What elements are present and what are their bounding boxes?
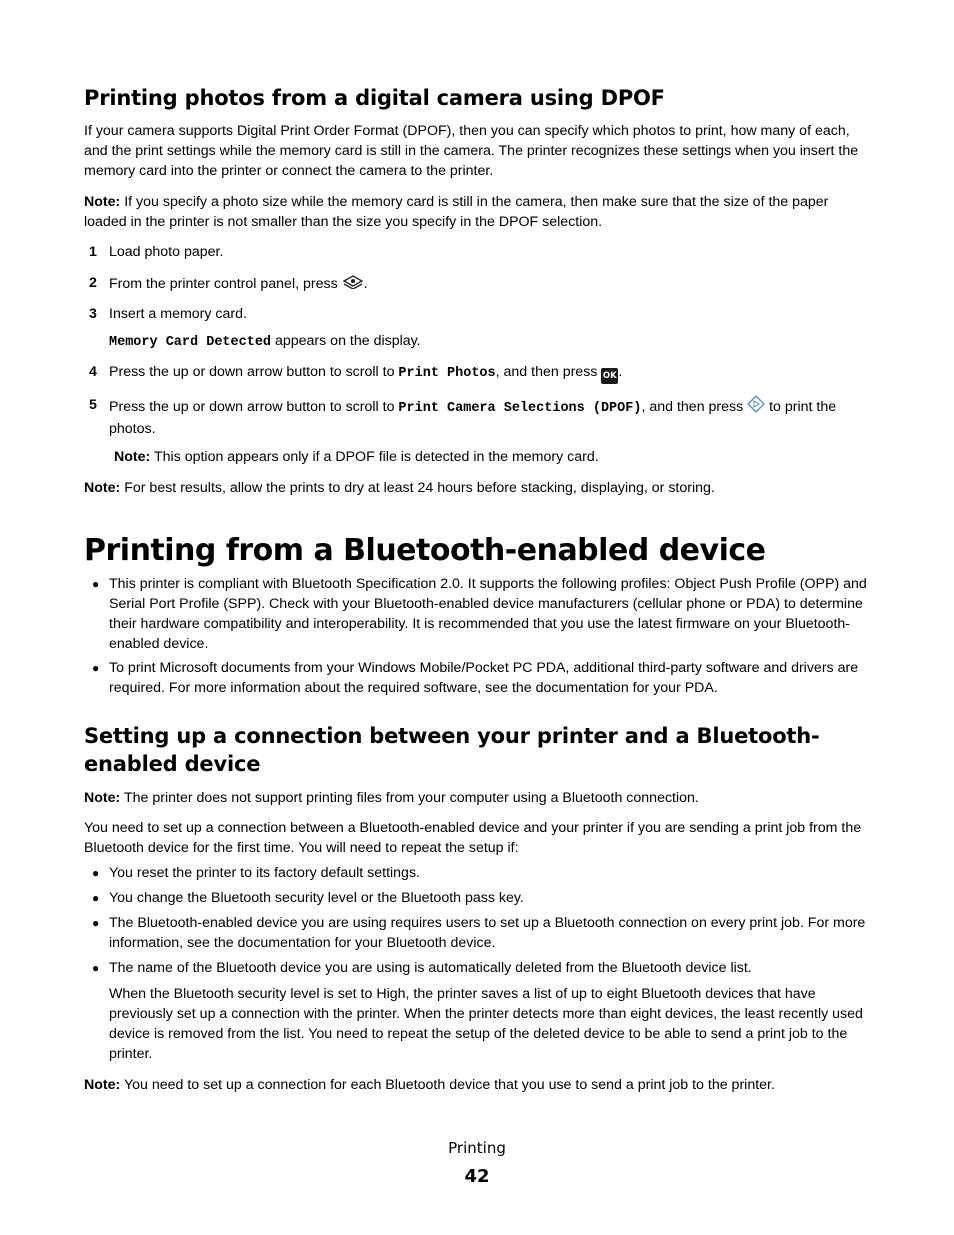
bullet-icon: ● <box>92 661 100 675</box>
display-message: Memory Card Detected <box>109 335 272 350</box>
list-item: ● To print Microsoft documents from your Windows Mobile/Pocket PC PDA, additional third-party software and drivers are required. For more information about the required software, see the documentation for your PDA. <box>92 660 859 696</box>
bluetooth-note-1: Note: The printer does not support printing files from your computer using a Bluetooth connection. <box>84 790 699 806</box>
step-1 <box>84 242 874 262</box>
bullet-icon: ● <box>92 866 100 880</box>
step-number: 5 <box>89 397 97 413</box>
note-label: Note: <box>84 194 121 210</box>
step-text: From the printer control panel, press <box>109 275 342 292</box>
step-4: 4 Press the up or down arrow button to scroll to Print Photos, and then press OK . <box>84 362 874 384</box>
bullet-icon: ● <box>92 891 100 905</box>
bluetooth-note-2: Note: You need to set up a connection for each Bluetooth device that you use to send a print job to the printer. <box>84 1077 775 1093</box>
list-item: ● The name of the Bluetooth device you are using is automatically deleted from the Bluetooth device list. <box>92 960 752 976</box>
step-3: 3 Insert a memory card. Memory Card Detected appears on the display. <box>84 304 874 353</box>
ok-button-icon: OK <box>601 368 618 384</box>
step-number: 3 <box>89 306 97 322</box>
menu-option: Print Camera Selections (DPOF) <box>398 400 642 416</box>
step-number: 2 <box>89 275 97 291</box>
list-item: ● You change the Bluetooth security level or the Bluetooth pass key. <box>92 890 524 906</box>
step-number: 4 <box>89 364 97 380</box>
note-text: If you specify a photo size while the memory card is still in the camera, then make sure that the size of the paper loaded in the printer is not smaller than the size you specify in the DPOF selection. <box>84 194 829 230</box>
menu-option: Print Photos <box>398 366 496 381</box>
bluetooth-intro: You need to set up a connection between a Bluetooth-enabled device and your printer if you are sending a print job from the Bluetooth device for the first time. You will need to repeat the setup if: <box>84 820 862 856</box>
page-number: 42 <box>464 1166 490 1187</box>
step-number: 1 <box>89 244 97 260</box>
section-heading-bluetooth-setup: Setting up a connection between your printer and a Bluetooth-enabled device <box>84 724 820 776</box>
bullet-icon: ● <box>92 577 100 591</box>
chapter-heading-bluetooth: Printing from a Bluetooth-enabled device <box>84 533 766 568</box>
step-note: Note: This option appears only if a DPOF file is detected in the memory card. <box>114 449 599 465</box>
dpof-note-1 <box>84 192 874 232</box>
start-button-icon <box>747 395 765 419</box>
list-item: ● This printer is compliant with Bluetooth Specification 2.0. It supports the following profiles: Object Push Profile (OPP) and Serial Port Profile (SPP). Check with your Bluetooth-enabled device manufacturers (cellular phone or PDA) to determine their hardware compatibility and interoperability. It is recommended that you use the latest firmware on your Bluetooth-enabled device. <box>92 576 867 652</box>
bullet-followup: When the Bluetooth security level is set to High, the printer saves a list of up to eight Bluetooth devices that have previously set up a connection with the printer. When the printer detects more than eight devices, the least recently used device is removed from the list. You need to repeat the setup of the deleted device to be able to send a print job to the printer. <box>109 986 863 1062</box>
step-2: 2 From the printer control panel, press . <box>84 273 874 295</box>
step-5: 5 Press the up or down arrow button to scroll to Print Camera Selections (DPOF), and then press to print the photos. <box>89 397 837 437</box>
step-text: Insert a memory card. <box>109 306 247 322</box>
list-item: ● You reset the printer to its factory default settings. <box>92 865 420 881</box>
dpof-intro: If your camera supports Digital Print Order Format (DPOF), then you can specify which photos to print, how many of each, and the print settings while the memory card is still in the camera. The printer recognizes these settings when you insert the memory card into the printer or connect the camera to the printer. <box>84 123 859 179</box>
section-heading-dpof: Printing photos from a digital camera using DPOF <box>84 86 665 110</box>
dpof-note-2: Note: For best results, allow the prints to dry at least 24 hours before stacking, displaying, or storing. <box>84 480 715 496</box>
bullet-icon: ● <box>92 916 100 930</box>
list-item: ● The Bluetooth-enabled device you are using requires users to set up a Bluetooth connection on every print job. For more information, see the documentation for your Bluetooth device. <box>92 915 866 951</box>
photo-button-icon <box>342 273 364 295</box>
step-text: Load photo paper. <box>109 244 224 260</box>
footer-section-name: Printing <box>448 1139 506 1157</box>
bullet-icon: ● <box>92 961 100 975</box>
